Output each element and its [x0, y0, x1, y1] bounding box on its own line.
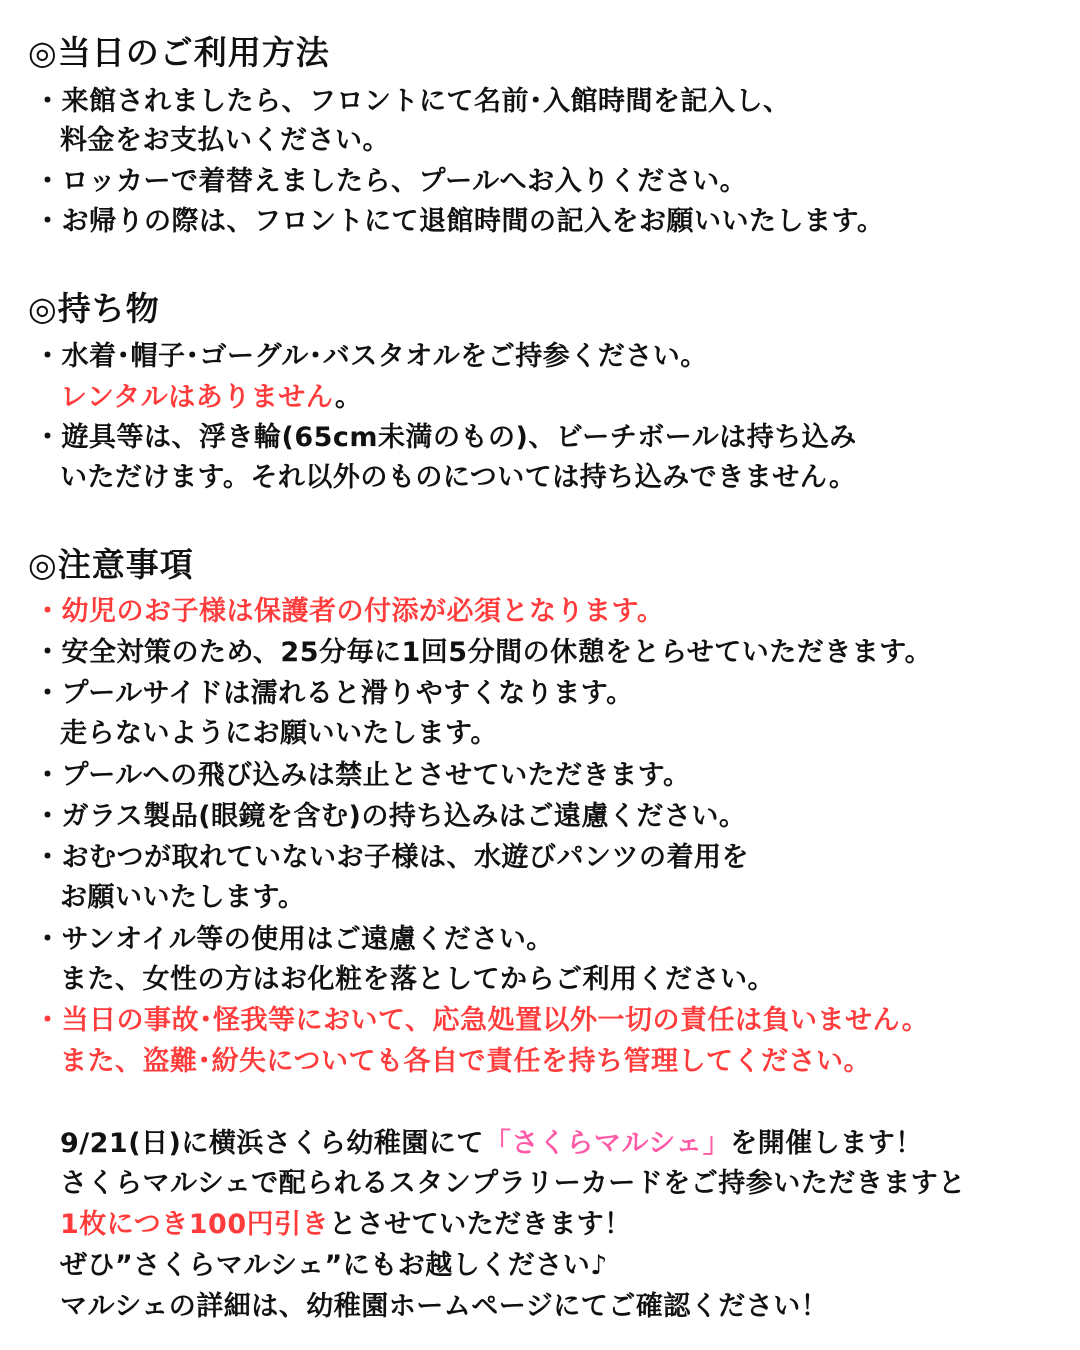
rental-notice-line: [60, 378, 362, 418]
belongings-line: いただけます。それ以外のものについては持ち込みできません。: [60, 462, 857, 493]
caution-line: 走らないようにお願いいたします。: [60, 718, 498, 749]
usage-line: 料金をお支払いください。: [60, 125, 390, 156]
announcement-date-text: 9/21(日)に横浜さくら幼稚園にて: [60, 1128, 484, 1159]
usage-line: ・来館されましたら、フロントにて名前･入館時間を記入し、: [34, 86, 791, 117]
caution-line: また、女性の方はお化粧を落としてからご利用ください。: [60, 964, 775, 995]
caution-line: お願いいたします。: [60, 882, 306, 913]
rental-period: 。: [334, 382, 363, 413]
announcement-line: マルシェの詳細は、幼稚園ホームページにてご確認ください！: [60, 1291, 829, 1322]
belongings-heading: ◎持ち物: [28, 289, 160, 328]
caution-line: ・プールサイドは濡れると滑りやすくなります。: [34, 678, 634, 709]
discount-highlight: 1枚につき100円引き: [60, 1209, 330, 1240]
caution-line: ・安全対策のため、25分毎に1回5分間の休憩をとらせていただきます。: [34, 637, 933, 668]
event-name-highlight: 「さくらマルシェ」: [483, 1128, 731, 1159]
caution-line: ・ガラス製品(眼鏡を含む)の持ち込みはご遠慮ください。: [34, 801, 747, 832]
announcement-text: を開催します！: [730, 1128, 923, 1159]
belongings-line: ・水着･帽子･ゴーグル･バスタオルをご持参ください。: [34, 341, 708, 372]
caution-line: ・おむつが取れていないお子様は、水遊びパンツの着用を: [34, 842, 749, 873]
announcement-line: [60, 1124, 923, 1164]
usage-heading: ◎当日のご利用方法: [28, 33, 330, 72]
usage-line: ・ロッカーで着替えましたら、プールへお入りください。: [34, 166, 748, 197]
announcement-line: [60, 1205, 632, 1245]
caution-line-warning: また、盗難･紛失についても各自で責任を持ち管理してください。: [60, 1046, 871, 1077]
announcement-line: さくらマルシェで配られるスタンプラリーカードをご持参いただきますと: [60, 1168, 966, 1199]
belongings-line: ・遊具等は、浮き輪(65cm未満のもの)、ビーチボールは持ち込み: [34, 422, 857, 453]
usage-line: ・お帰りの際は、フロントにて退館時間の記入をお願いいたします。: [34, 206, 885, 237]
caution-line-warning: ・幼児のお子様は保護者の付添が必須となります。: [34, 596, 665, 627]
caution-line: ・サンオイル等の使用はご遠慮ください。: [34, 924, 554, 955]
caution-line-warning: ・当日の事故･怪我等において、応急処置以外一切の責任は負いません。: [34, 1005, 930, 1036]
announcement-text: とさせていただきます！: [329, 1209, 632, 1240]
cautions-heading: ◎注意事項: [28, 545, 194, 584]
caution-line: ・プールへの飛び込みは禁止とさせていただきます。: [34, 760, 691, 791]
rental-notice: レンタルはありません: [60, 382, 335, 413]
announcement-line: ぜひ”さくらマルシェ”にもお越しください♪: [60, 1250, 609, 1281]
